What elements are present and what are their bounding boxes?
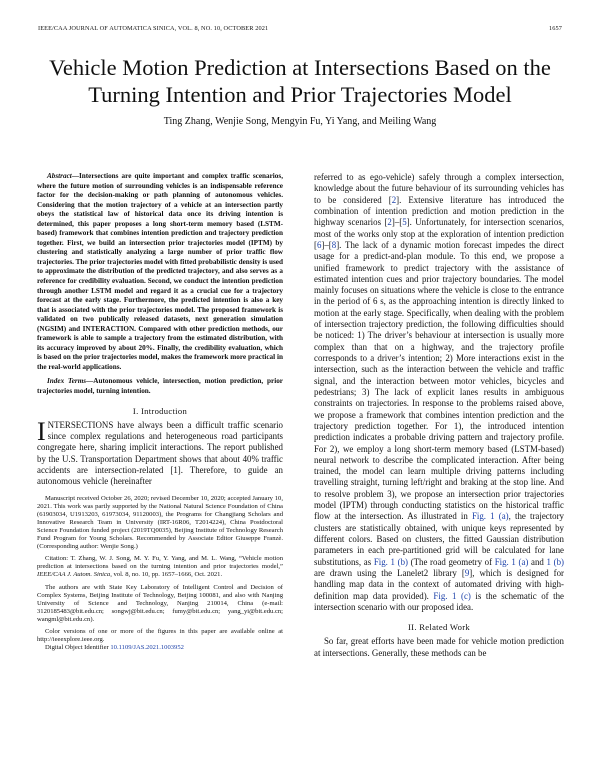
ref-link[interactable]: 2: [387, 217, 392, 228]
section-heading-introduction: I. Introduction: [132, 405, 188, 416]
paper-title: Vehicle Motion Prediction at Intersections Based on the Turning Intention and Prior Trajectories Model: [49, 55, 551, 107]
abstract: Abstract—Intersections are quite important and complex traffic scenarios, where the future motion of surrounding vehicles is an indispensable reference factor for the decision-making or path planning of autonomous vehicles. Considering that the motion trajectory of a vehicle at an intersection partly obeys the statistical law of historical data once its driving intention is determined, this paper proposes a long short-term memory based (LSTM-based) framework that combines intention prediction and trajectory prediction together. First, we build an intersection prior trajectories model (IPTM) by clustering and statistically analyzing a large number of prior traffic flow trajectories. The prior trajectories model with fitted probabilistic density is used to approximate the distribution of the predicted trajectory, and also serves as a reference for credibility evaluation. Second, we conduct the intention prediction through another LSTM model and regard it as a crucial cue for a trajectory forecast at the early stage. Furthermore, the predicted intention is also a key that is associated with the prior trajectories model. The proposed framework is validated on two publically released datasets, next generation simulation (NGSIM) and INTERACTION. Compared with other prediction methods, our framework is able to sample a trajectory from the estimated distribution, with its accuracy improved by about 20%. Finally, the credibility evaluation, which is based on the prior trajectories model, makes the framework more practical in the real-world applications.: [37, 172, 283, 371]
running-header: [38, 25, 562, 35]
intro-paragraph: INTERSECTIONS have always been a difficult traffic scenario since complex regulations and heterogeneous road participants congregate here, sharing implicit interactions. The report published by the U.S. Transportation Department shows that about 40% traffic accidents are intersection-related [1]. Therefore, to guide an autonomous vehicle (hereinafter: [37, 416, 283, 487]
index-terms-text: Autonomous vehicle, intersection, motion prediction, prior trajectories model, turning intention.: [37, 377, 283, 396]
footnotes: [37, 495, 283, 653]
ref-link[interactable]: 5: [402, 217, 407, 228]
ref-link[interactable]: 2: [391, 194, 397, 205]
abstract-text: Intersections are quite important and complex traffic scenarios, where the future motion of surrounding vehicles is an indispensable reference factor for the decision-making or path planning of autonomous vehicles. Considering that the motion trajectory of a vehicle at an intersection partly obeys the statistical law of historical data once its driving intention is determined, this paper proposes a long short-term memory based (LSTM-based) framework that combines intention prediction and trajectory prediction together. First, we build an intersection prior trajectories model (IPTM) by clustering and statistically analyzing a large number of prior traffic flow trajectories. The prior trajectories model with fitted probabilistic density is used to approximate the distribution of the predicted trajectory, and also serves as a reference for credibility evaluation. Second, we conduct the intention prediction through another LSTM model and regard it as a crucial cue for a trajectory forecast at the early stage. Furthermore, the predicted intention is also a key that is associated with the prior trajectories model. The proposed framework is validated on two publically released datasets, next generation simulation (NGSIM) and INTERACTION. Compared with other prediction methods, our framework is able to sample a trajectory from the estimated distribution, with its accuracy improved by about 20%. Finally, the credibility evaluation, which is based on the prior trajectories model, makes the framework more practical in the real-world applications.: [37, 172, 283, 371]
figure-link[interactable]: Fig. 1 (b): [373, 556, 408, 567]
author-list: Ting Zhang, Wenjie Song, Mengyin Fu, Yi Yang, and Meiling Wang: [163, 116, 437, 127]
index-terms-label: Index Terms: [47, 377, 87, 386]
page-number: 1657: [549, 25, 562, 32]
figure-link[interactable]: Fig. 1 (c): [433, 590, 471, 601]
left-column: [37, 172, 283, 652]
drop-cap: I: [37, 416, 46, 446]
footnote-affiliation: The authors are with State Key Laboratory of Intelligent Control and Decision of Complex Systems, Beijing Institute of Technology, Beijing 100081, and also with Nanjing University of Science and Technology, Nanjing 210014, China (e-mail: 3120185483@bit.edu.cn; songwj@bit.edu.cn; fumy@bit.edu.cn; yang_yi@bit.edu.cn; wangml@bit.edu.cn).: [37, 583, 283, 623]
footnote-color-versions: Color versions of one or more of the figures in this paper are available online at http://ieeexplore.ieee.org.: [37, 628, 283, 644]
body-paragraph: referred to as ego-vehicle) safely through a complex intersection, knowledge about the future behaviour of its surrounding vehicles has to be considered [2]. Extensive literature has introduced the combination of intention prediction and motion prediction in the highway scenarios [2]–[5]. Unfortunately, for intersection scenarios, most of the works only stop at the exploration of intention prediction [6]–[8]. The lack of a dynamic motion forecast impedes the direct usage for a predict-and-plan module. To this end, we propose a unified framework to predict trajectory with the assistance of estimated intention cues and prior trajectory boundaries. The model mainly focuses on situations where the vehicle is close to the entrance in the period of 6 s, as the approaching intention is directly linked to motion at the early stage. Specifically, when dealing with the problem of intersection trajectory prediction, the following difficulties should be noticed: 1) The driver’s behaviour at intersection is usually more complex than that on a highway, and the trajectory profile corresponds to a driver’s intention; 2) More interactions exist in the intersection, such as the interaction between the vehicle and traffic signal, and the interaction between motor vehicles, bicycles and pedestrians; 3) The lack of explicit lanes results in ambiguous constraints on trajectories. In response to the problems raised above, we propose a framework that combines intention prediction and the trajectory prediction together. For 1), the introduced intention prediction indicates a probable driving pattern and trajectory profile. For 2), we employ a long short-term memory based (LSTM-based) neural network to describe the complicated interaction. After being trained, the model can learn multiple driving patterns including travelling straight, turning left/right and braking at the stop line. And to resolve problem 3), we propose an intersection prior trajectories model (IPTM) through conducting statistics on the historical traffic flow at the intersection. As illustrated in Fig. 1 (a), the trajectory clusters are statistically obtained, with unique keys represented by different colors. Based on clusters, the fitted Gaussian distribution parameters in each pre-partitioned grid will be calculated for lane substitutions, as Fig. 1 (b) (The road geometry of Fig. 1 (a) and 1 (b) are drawn using the Lanelet2 library [9], which is designed for handling map data in the context of automated driving with high-definition map data provided). Fig. 1 (c) is the schematic of the intersection scenario with our proposed idea.: [314, 172, 564, 612]
figure-link[interactable]: Fig. 1 (a): [471, 511, 509, 522]
journal-header: IEEE/CAA JOURNAL OF AUTOMATICA SINICA, VOL. 8, NO. 10, OCTOBER 2021: [38, 25, 269, 32]
abstract-label: Abstract: [47, 172, 72, 180]
doi-link[interactable]: 10.1109/JAS.2021.1003952: [110, 644, 184, 652]
body-paragraph: So far, great efforts have been made for vehicle motion prediction at intersections. Generally, these methods can be: [314, 636, 564, 658]
footnote-citation: Citation: T. Zhang, W. J. Song, M. Y. Fu, Y. Yang, and M. L. Wang, “Vehicle motion prediction at intersections based on the turning intention and prior trajectories model,” IEEE/CAA J. Autom. Sinica, vol. 8, no. 10, pp. 1657–1666, Oct. 2021.: [37, 555, 283, 579]
ref-link[interactable]: 8: [331, 239, 337, 250]
footnote-doi: Digital Object Identifier 10.1109/JAS.2021.1003952: [45, 644, 184, 652]
section-heading-related-work: II. Related Work: [408, 622, 470, 633]
ref-link[interactable]: 6: [316, 239, 322, 250]
index-terms: Index Terms—Autonomous vehicle, intersection, motion prediction, prior trajectories model, turning intention.: [37, 377, 283, 396]
ref-link[interactable]: 9: [464, 567, 470, 578]
footnote-manuscript: Manuscript received October 26, 2020; revised December 10, 2020; accepted January 10, 2021. This work was partly supported by the National Natural Science Foundation of China (61903034, U1913203, 61973034, 91120003), the Programs for Changjiang Scholars and Innovative Research Team in University (IRT-16R06, T2014224), China Postdoctoral Science Foundation funded project (2019TQ0035), Beijing Institute of Technology Research Fund Program for Young Scholars. Recommended by Associate Editor Giuseppe Franzè. (Corresponding author: Wenjie Song.): [37, 494, 283, 551]
figure-link[interactable]: 1 (b): [546, 556, 564, 567]
right-column: [314, 172, 564, 659]
figure-link[interactable]: Fig. 1 (a): [494, 556, 529, 567]
